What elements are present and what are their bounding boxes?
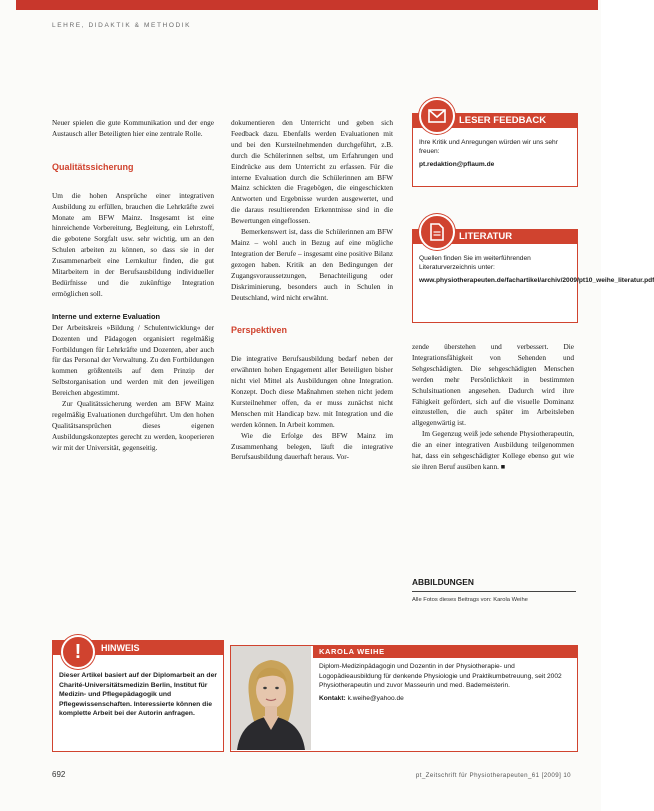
reader-feedback-box xyxy=(412,113,578,187)
text-column-1 xyxy=(52,118,214,454)
text-column-2 xyxy=(231,118,393,463)
author-photo xyxy=(231,646,311,750)
notice-title: HINWEIS xyxy=(53,641,223,655)
paragraph: Um die hohen Ansprüche einer integrativen Ausbildung zu erfüllen, brauchen die Lehrkräfte zwei Monate am BFW Mainz. Insgesamt ist eine hinreichende Vorbereitung, Begleitung, ein Lehrstoff, die gebotene Sorgfalt usw. sehr wichtig, um an den Schulen arbeiten zu können, so dass sie in der Zusammenarbeit eine Lernkultur finden, die gut Mitarbeitern in der Berufsausbildung individueller Bedürfnisse und die zukünftige Integration ermöglichen soll. xyxy=(52,190,214,298)
document-icon xyxy=(419,214,455,250)
paragraph: Wie die Erfolge des BFW Mainz im Zusammenhang belegen, läuft die integrative Berufsausbildung dauerhaft heraus. Vor- xyxy=(231,430,393,462)
paragraph: Im Gegenzug weiß jede sehende Physiotherapeutin, die an einer integrativen Ausbildung teilgenommen hat, dass ein sehgeschädigter Kollege ebenso gut wie sie ihren Beruf ausüben kann. ■ xyxy=(412,429,574,471)
literature-text: Quellen finden Sie im weiterführenden Literaturverzeichnis unter: xyxy=(419,255,531,271)
notice-box xyxy=(52,640,224,752)
paragraph: Neuer spielen die gute Kommunikation und der enge Austausch aller Beteiligten hier eine zentrale Rolle. xyxy=(52,118,214,138)
paragraph: Der Arbeitskreis »Bildung / Schulentwicklung« der Dozenten und Pädagogen organisiert regelmäßig Fortbildungen für Lehrkräfte und Dozenten, aber auch für das Personal der Verwaltung. Zu den Fortbildungen kommen größtenteils auf dem Prinzip der Selbstorganisation und werden mit den jeweiligen Bereichen abgestimmt. xyxy=(52,322,214,398)
feedback-title: LESER FEEDBACK xyxy=(413,114,577,128)
figures-heading: ABBILDUNGEN xyxy=(412,577,474,587)
paragraph: Zur Qualitätssicherung werden am BFW Mainz regelmäßig Evaluationen durchgeführt. Um den hohen Qualitätsansprüchen dieses eigenen Ausbildungskonzeptes gerecht zu werden, kooperieren wir mit der Universität, gegenseitig. xyxy=(52,399,214,452)
paragraph: Bemerkenswert ist, dass die Schülerinnen am BFW Mainz – wohl auch in Bezug auf eine mögliche Integration der Berufe – insgesamt eine positive Bilanz gezogen haben. Kritik an den Bedingungen der Zugangsvoraussetzungen, Benachteiligung oder Diskriminierung, besonders auch in Schulen in Deutschland, wird nicht erwähnt. xyxy=(231,227,393,302)
subheading-evaluation: Interne und externe Evaluation xyxy=(52,311,161,321)
literature-title: LITERATUR xyxy=(413,230,577,244)
text-column-3 xyxy=(412,342,574,473)
section-label: LEHRE, DIDAKTIK & METHODIK xyxy=(52,22,192,29)
author-name: KAROLA WEIHE xyxy=(313,646,577,658)
author-email[interactable]: k.weihe@yahoo.de xyxy=(347,694,404,702)
figures-credit: Alle Fotos dieses Beitrags von: Karola Weihe xyxy=(412,597,528,603)
paragraph: zende überstehen und verbessert. Die Integrationsfähigkeit von Sehenden und Sehgeschädigten. Die sehgeschädigten Menschen werden mehr Persönlichkeit in bestimmten Schulsituationen angesehen. Dadurch wird ihre Fähigkeit gefördert, sich auf die visuelle Dominanz einzustellen, die auch später im Arbeitsleben allgegenwärtig ist. xyxy=(412,342,574,428)
literature-url[interactable]: www.physiotherapeuten.de/fachartikel/archiv/2009/pt10_weihe_literatur.pdf xyxy=(419,277,654,284)
author-bio: Diplom-Medizinpädagogin und Dozentin in der Physiotherapie- und Logopädieausbildung für denkende Physiologie und Praktikumbetreuung, seit 2002 Physiotherapeutin und zuvor Masseurin und med. Bademeisterin. xyxy=(319,663,562,690)
envelope-icon xyxy=(419,98,455,134)
journal-footer: pt_Zeitschrift für Physiotherapeuten_61 [2009] 10 xyxy=(415,772,571,779)
divider xyxy=(412,591,576,592)
heading-perspectives: Perspektiven xyxy=(231,325,288,336)
literature-box xyxy=(412,229,654,323)
author-box xyxy=(230,645,578,752)
contact-label: Kontakt: xyxy=(319,694,346,702)
exclamation-icon: ! xyxy=(61,635,95,669)
paragraph: Die integrative Berufsausbildung bedarf neben der erwähnten hohen Engagement aller Beteiligten bisher nicht viel Mittel als Ausbildungen ohne Integration. Konzept. Doch diese Maßnahmen stehen nicht jedem Kursteilnehmer offen, da er muss zunächst nicht Menschen mit Handicap bzw. mit Integration und die werden können. In Arbeit kommen. xyxy=(231,354,393,429)
top-color-strip xyxy=(16,0,598,10)
feedback-email[interactable]: pt.redaktion@pflaum.de xyxy=(419,161,495,168)
feedback-text: Ihre Kritik und Anregungen würden wir uns sehr freuen: xyxy=(419,139,558,155)
page-number: 692 xyxy=(52,770,66,779)
notice-text: Dieser Artikel basiert auf der Diplomarbeit an der Charité-Universitätsmedizin Berlin, Institut für Medizin- und Pflegepädagogik und Pflegewissenschaften. Interessierte können die komplette Arbeit bei der Autorin anfragen. xyxy=(59,672,218,717)
paragraph: dokumentieren den Unterricht und geben sich Feedback dazu. Ebenfalls werden Evaluationen mit und bei den Kursteilnehmenden durchgeführt, z.B. durch die Schülerinnen selbst, um Erfahrungen und Eindrücke aus dem Unterricht zu erfassen. Für die interne Evaluation durch die Schülerinnen am BFW Mainz schickten die Fragebögen, die eingeschickten Antworten und Ergebnisse wurden ausgewertet, und die daraus resultierenden Erkenntnisse sind in die Bewertungen eingeflossen. xyxy=(231,118,393,226)
heading-quality: Qualitätssicherung xyxy=(52,161,134,172)
